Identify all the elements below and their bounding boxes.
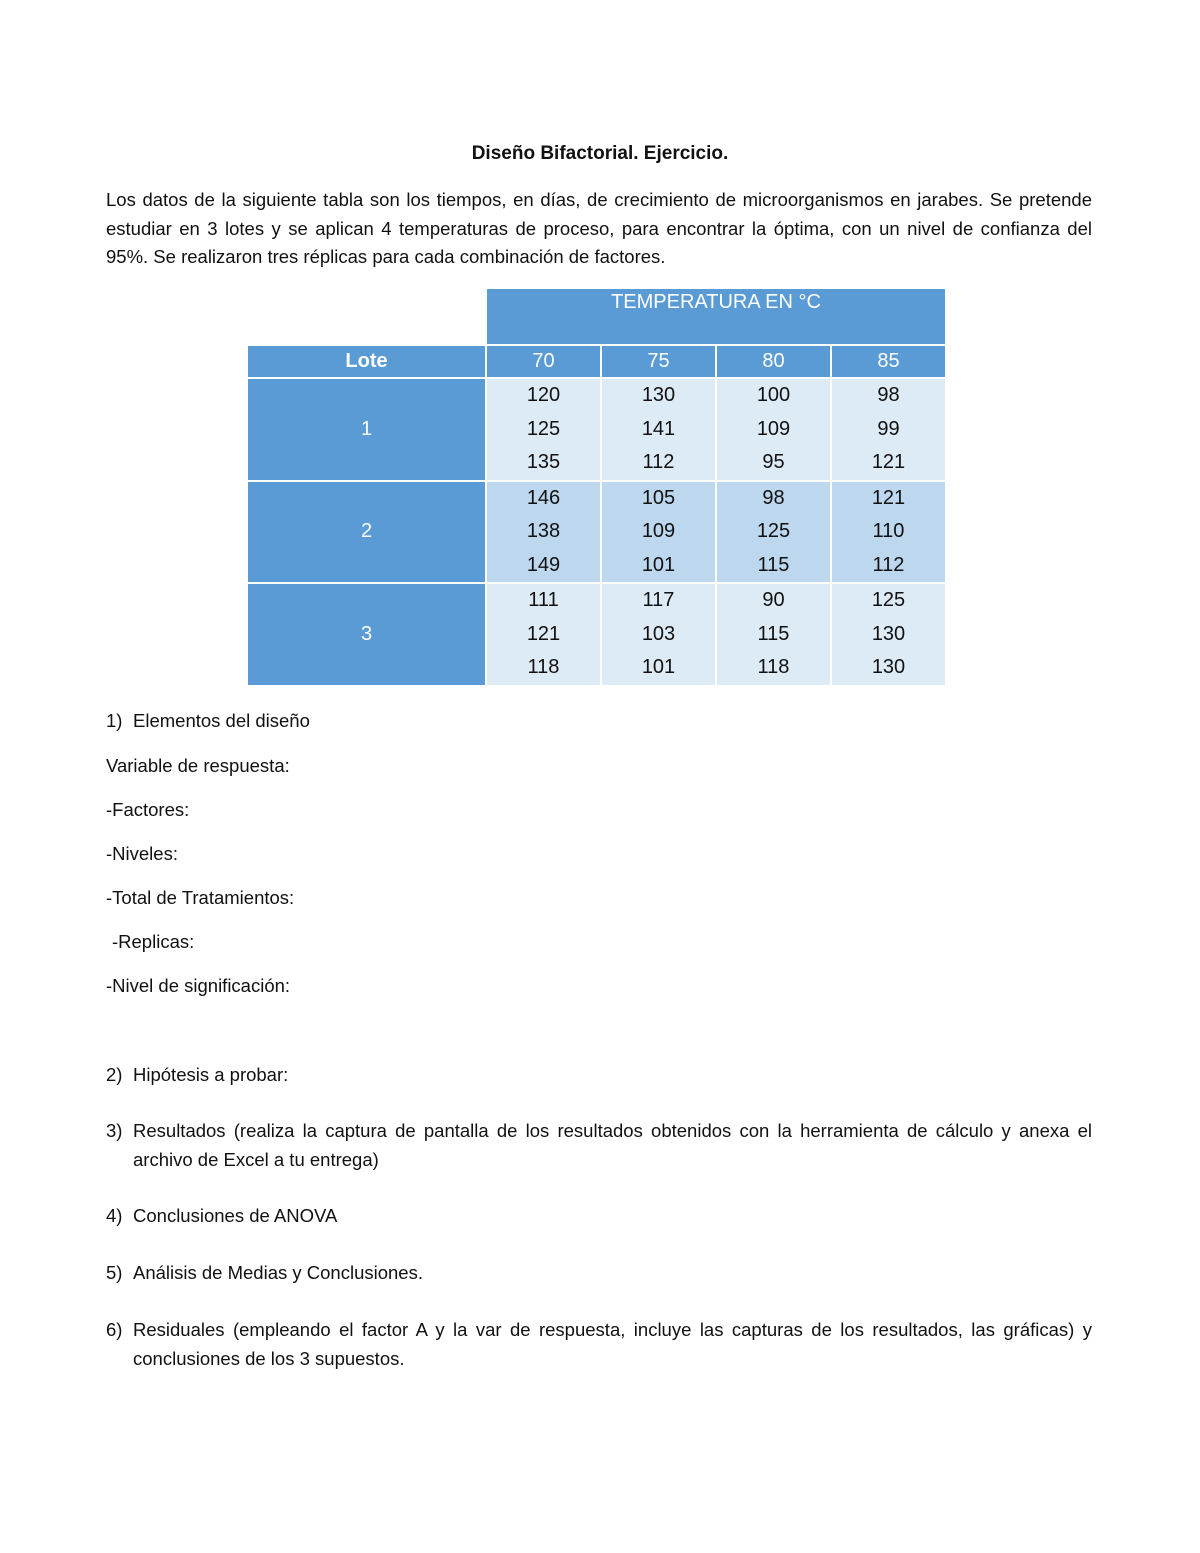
cell-lote3-t75 xyxy=(602,584,715,685)
value: 130 xyxy=(871,656,906,678)
question-text: Hipótesis a probar: xyxy=(133,1064,289,1085)
question-number: 5) xyxy=(106,1262,123,1283)
cell-lote2-t70 xyxy=(487,482,600,583)
value: 121 xyxy=(871,451,906,473)
value: 115 xyxy=(757,622,790,645)
value: 141 xyxy=(641,417,676,440)
question-6 xyxy=(106,1316,1092,1373)
cell-lote1-t75 xyxy=(602,379,715,480)
value: 146 xyxy=(526,486,561,509)
value: 121 xyxy=(871,486,906,509)
column-header-row xyxy=(248,346,945,377)
value: 101 xyxy=(641,553,676,576)
value: 99 xyxy=(877,417,900,440)
value: 100 xyxy=(756,384,791,406)
cell-lote1-t85 xyxy=(832,379,945,480)
question-number: 3) xyxy=(106,1120,123,1141)
value: 115 xyxy=(757,553,790,576)
data-table xyxy=(246,287,947,687)
cell-lote3-t80 xyxy=(717,584,830,685)
lote-header: Lote xyxy=(248,346,485,377)
temperature-header-70: 70 xyxy=(487,346,600,377)
intro-paragraph: Los datos de la siguiente tabla son los tiempos, en días, de crecimiento de microorganismos en jarabes. Se pretende estudiar en 3 lotes y se aplican 4 temperaturas de proceso, para encontrar la óptima, con un nivel de confianza del 95%. Se realizaron tres réplicas para cada combinación de factores. xyxy=(106,189,1092,267)
table-row-lote-1 xyxy=(248,379,945,480)
question-text: Resultados (realiza la captura de pantalla de los resultados obtenidos con la herramienta de cálculo y anexa el archivo de Excel a tu entrega) xyxy=(133,1120,1092,1170)
value: 109 xyxy=(756,417,791,440)
value: 118 xyxy=(527,656,560,678)
question-text: Elementos del diseño xyxy=(133,710,310,731)
group-header-row xyxy=(248,289,945,344)
value: 125 xyxy=(526,417,561,440)
lote-label: 2 xyxy=(248,482,485,583)
value: 103 xyxy=(641,622,676,645)
value: 111 xyxy=(528,589,559,611)
temperature-header-80: 80 xyxy=(717,346,830,377)
value: 125 xyxy=(756,520,791,542)
table-corner xyxy=(248,289,485,344)
replicas-label: -Replicas: xyxy=(112,931,195,952)
temperature-header-75: 75 xyxy=(602,346,715,377)
cell-lote1-t70 xyxy=(487,379,600,480)
document-title: Diseño Bifactorial. Ejercicio. xyxy=(471,143,729,164)
question-5 xyxy=(106,1259,423,1288)
cell-lote3-t70 xyxy=(487,584,600,685)
value: 125 xyxy=(871,589,906,611)
value: 98 xyxy=(877,384,900,406)
question-number: 2) xyxy=(106,1064,123,1085)
value: 149 xyxy=(526,553,561,576)
question-number: 1) xyxy=(106,710,123,731)
value: 90 xyxy=(762,589,785,611)
significacion-label: -Nivel de significación: xyxy=(106,975,291,996)
value: 118 xyxy=(757,656,790,678)
cell-lote2-t80 xyxy=(717,482,830,583)
table-row-lote-2 xyxy=(248,482,945,583)
question-text: Residuales (empleando el factor A y la var de respuesta, incluye las capturas de los resultados, las gráficas) y conclusiones de los 3 supuestos. xyxy=(133,1319,1092,1369)
question-number: 4) xyxy=(106,1205,123,1226)
value: 105 xyxy=(641,486,676,509)
cell-lote2-t85 xyxy=(832,482,945,583)
value: 98 xyxy=(762,486,785,509)
question-3 xyxy=(106,1117,1092,1174)
question-text: Conclusiones de ANOVA xyxy=(133,1205,338,1226)
niveles-label: -Niveles: xyxy=(106,843,178,864)
value: 101 xyxy=(641,656,676,678)
cell-lote1-t80 xyxy=(717,379,830,480)
question-1 xyxy=(106,707,310,736)
question-number: 6) xyxy=(106,1319,123,1340)
cell-lote2-t75 xyxy=(602,482,715,583)
question-4 xyxy=(106,1202,337,1231)
value: 135 xyxy=(526,451,561,473)
value: 95 xyxy=(762,451,785,473)
value: 130 xyxy=(641,384,676,406)
question-2 xyxy=(106,1061,288,1090)
tratamientos-label: -Total de Tratamientos: xyxy=(106,887,295,908)
variable-respuesta-label: Variable de respuesta: xyxy=(106,755,290,776)
lote-label: 1 xyxy=(248,379,485,480)
factores-label: -Factores: xyxy=(106,799,190,820)
value: 110 xyxy=(872,520,905,542)
value: 120 xyxy=(526,384,561,406)
cell-lote3-t85 xyxy=(832,584,945,685)
value: 112 xyxy=(642,451,675,473)
temperature-header-85: 85 xyxy=(832,346,945,377)
question-text: Análisis de Medias y Conclusiones. xyxy=(133,1262,423,1283)
value: 138 xyxy=(526,520,561,542)
value: 117 xyxy=(642,589,675,611)
temperature-group-header: TEMPERATURA EN °C xyxy=(487,289,945,344)
value: 112 xyxy=(872,553,905,576)
table-row-lote-3 xyxy=(248,584,945,685)
value: 130 xyxy=(871,622,906,645)
value: 109 xyxy=(641,520,676,542)
value: 121 xyxy=(526,622,561,645)
lote-label: 3 xyxy=(248,584,485,685)
